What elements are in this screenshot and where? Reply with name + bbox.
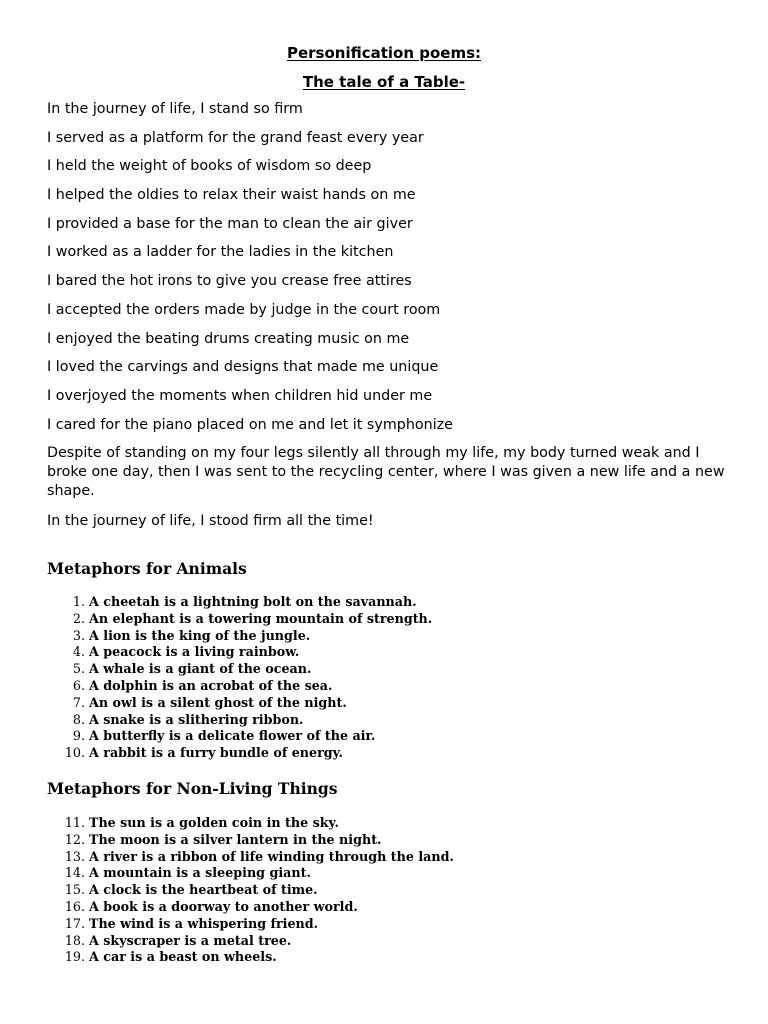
list-number: 13. bbox=[64, 848, 85, 864]
list-text: A rabbit is a furry bundle of energy. bbox=[89, 745, 343, 761]
list-text: An owl is a silent ghost of the night. bbox=[89, 694, 347, 710]
list-text: A cheetah is a lightning bolt on the savannah. bbox=[89, 594, 417, 609]
list-item bbox=[47, 611, 432, 628]
list-number: 10. bbox=[64, 745, 85, 761]
list-text: The sun is a golden coin in the sky. bbox=[89, 815, 339, 830]
list-item bbox=[47, 712, 432, 729]
poem-body bbox=[47, 100, 737, 540]
animals-list bbox=[47, 594, 432, 762]
poem-line: I bared the hot irons to give you crease free attires bbox=[47, 273, 412, 290]
list-item bbox=[47, 695, 432, 712]
list-item bbox=[47, 849, 454, 866]
list-item bbox=[47, 728, 432, 745]
list-text: A book is a doorway to another world. bbox=[89, 898, 358, 914]
poem-title-text: The tale of a Table- bbox=[302, 73, 466, 91]
page-title-text: Personification poems: bbox=[286, 44, 482, 62]
list-number: 19. bbox=[64, 949, 85, 965]
poem-line: In the journey of life, I stand so firm bbox=[47, 101, 303, 117]
list-text: The moon is a silver lantern in the night. bbox=[89, 831, 382, 847]
poem-line: I worked as a ladder for the ladies in the kitchen bbox=[47, 244, 394, 261]
list-text: A snake is a slithering ribbon. bbox=[89, 711, 304, 727]
list-text: A skyscraper is a metal tree. bbox=[89, 932, 292, 948]
list-number: 11. bbox=[64, 815, 85, 830]
list-item bbox=[47, 899, 454, 916]
list-item bbox=[47, 865, 454, 882]
list-item bbox=[47, 933, 454, 950]
poem-title bbox=[0, 73, 768, 91]
list-number: 7. bbox=[72, 694, 85, 710]
list-item bbox=[47, 661, 432, 678]
poem-line: I served as a platform for the grand feast every year bbox=[47, 129, 424, 146]
list-number: 3. bbox=[72, 627, 85, 643]
list-text: The wind is a whispering friend. bbox=[89, 915, 319, 931]
list-item bbox=[47, 815, 454, 832]
poem-line: I loved the carvings and designs that made me unique bbox=[47, 359, 439, 376]
poem-line: I helped the oldies to relax their waist hands on me bbox=[47, 187, 416, 204]
list-number: 5. bbox=[72, 661, 85, 677]
list-text: A peacock is a living rainbow. bbox=[89, 644, 300, 660]
list-text: A lion is the king of the jungle. bbox=[89, 627, 311, 643]
list-item bbox=[47, 882, 454, 899]
animals-heading: Metaphors for Animals bbox=[47, 559, 247, 578]
list-item bbox=[47, 628, 432, 645]
list-item bbox=[47, 916, 454, 933]
list-number: 9. bbox=[72, 728, 85, 744]
poem-line: I held the weight of books of wisdom so deep bbox=[47, 158, 372, 175]
list-text: An elephant is a towering mountain of strength. bbox=[89, 610, 433, 626]
nonliving-heading: Metaphors for Non-Living Things bbox=[47, 779, 338, 798]
list-number: 4. bbox=[72, 644, 85, 660]
list-text: A river is a ribbon of life winding through the land. bbox=[89, 848, 454, 864]
list-number: 17. bbox=[64, 915, 85, 931]
list-number: 2. bbox=[72, 610, 85, 626]
poem-closing-line: In the journey of life, I stood firm all the time! bbox=[47, 512, 374, 529]
list-text: A butterfly is a delicate flower of the air. bbox=[89, 728, 376, 744]
poem-line: I provided a base for the man to clean the air giver bbox=[47, 215, 413, 232]
list-item bbox=[47, 832, 454, 849]
poem-line: I accepted the orders made by judge in the court room bbox=[47, 301, 441, 318]
list-number: 12. bbox=[64, 831, 85, 847]
poem-line: I cared for the piano placed on me and let it symphonize bbox=[47, 416, 453, 433]
list-text: A dolphin is an acrobat of the sea. bbox=[89, 677, 333, 693]
nonliving-list bbox=[47, 815, 454, 966]
page-title bbox=[0, 44, 768, 62]
list-number: 15. bbox=[64, 882, 85, 898]
list-number: 6. bbox=[72, 677, 85, 693]
list-item bbox=[47, 949, 454, 966]
list-item bbox=[47, 644, 432, 661]
list-number: 1. bbox=[72, 594, 85, 609]
list-number: 8. bbox=[72, 711, 85, 727]
list-text: A clock is the heartbeat of time. bbox=[89, 882, 318, 898]
poem-line: I overjoyed the moments when children hid under me bbox=[47, 387, 433, 404]
list-number: 16. bbox=[64, 898, 85, 914]
list-item bbox=[47, 678, 432, 695]
list-number: 14. bbox=[64, 865, 85, 881]
list-item bbox=[47, 594, 432, 611]
list-number: 18. bbox=[64, 932, 85, 948]
poem-paragraph: Despite of standing on my four legs silently all through my life, my body turned weak and I broke one day, then I was sent to the recycling center, where I was given a new life and a new shape. bbox=[47, 445, 725, 500]
poem-line: I enjoyed the beating drums creating music on me bbox=[47, 330, 410, 347]
list-text: A mountain is a sleeping giant. bbox=[89, 865, 311, 881]
list-text: A car is a beast on wheels. bbox=[89, 949, 277, 965]
list-text: A whale is a giant of the ocean. bbox=[89, 661, 312, 677]
list-item bbox=[47, 745, 432, 762]
